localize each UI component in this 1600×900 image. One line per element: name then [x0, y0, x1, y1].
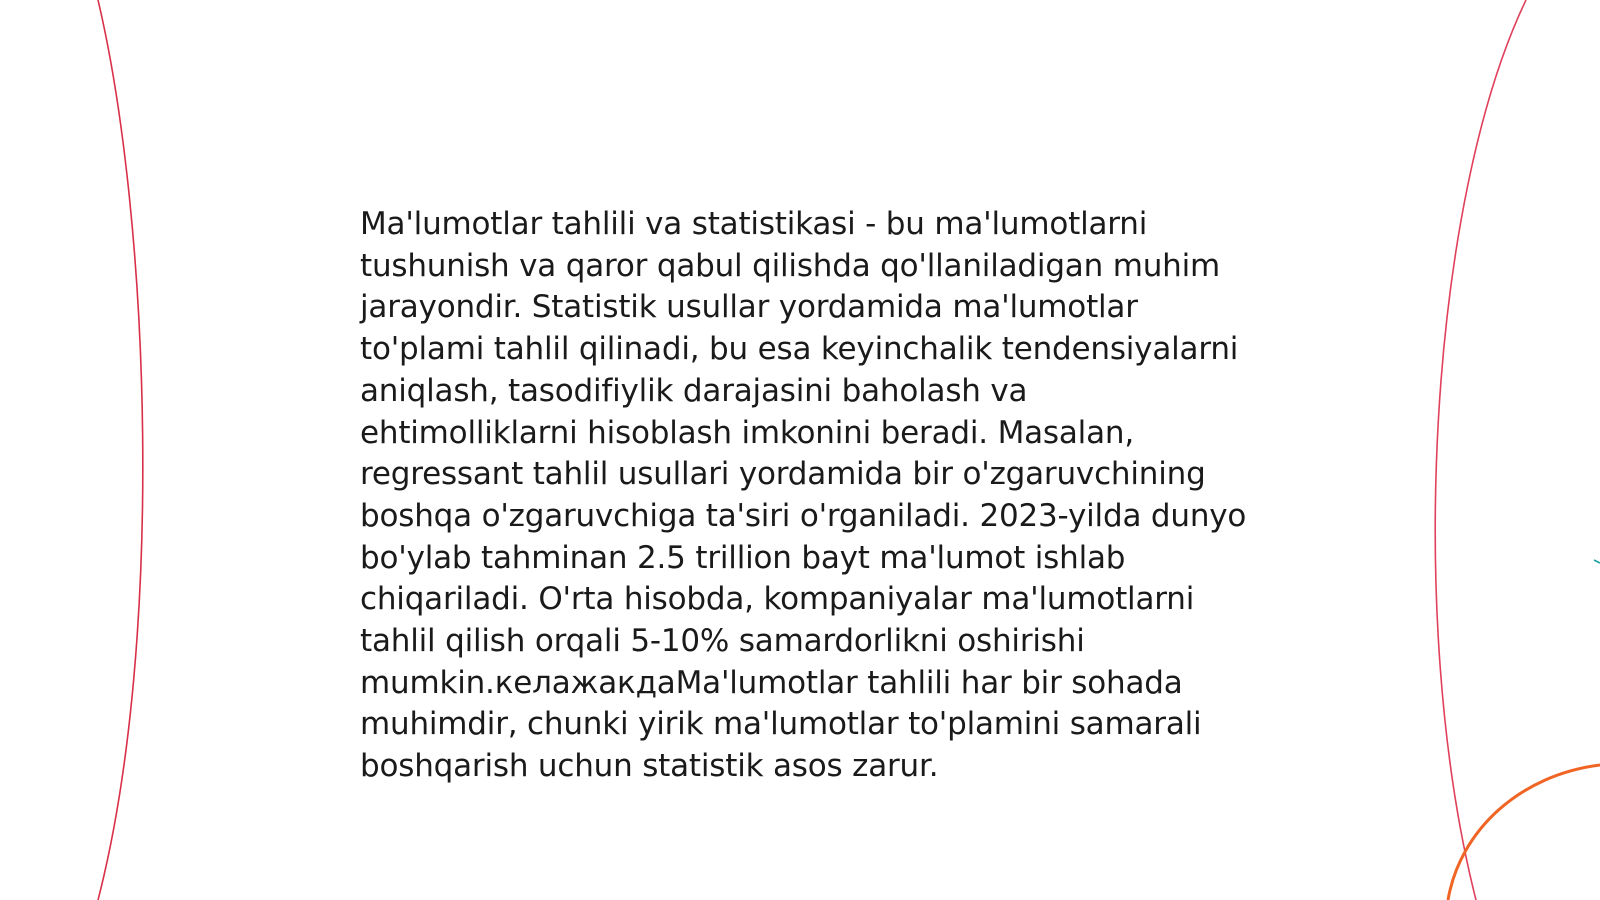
right-curve-line: [1435, 0, 1526, 900]
teal-accent-mark: [1594, 560, 1600, 563]
body-paragraph: Ma'lumotlar tahlili va statistikasi - bu ma'lumotlarni tushunish va qaror qabul qilishda qo'llaniladigan muhim jarayondir. Statistik usullar yordamida ma'lumotlar to'plami tahlil qilinadi, bu esa keyinchalik tendensiyalarni aniqlash, tasodifiylik darajasini baholash va ehtimolliklarni hisoblash imkonini beradi. Masalan, regressant tahlil usullari yordamida bir o'zgaruvchining boshqa o'zgaruvchiga ta'siri o'rganiladi. 2023-yilda dunyo bo'ylab tahminan 2.5 trillion bayt ma'lumot ishlab chiqariladi. O'rta hisobda, kompaniyalar ma'lumotlarni tahlil qilish orqali 5-10% samardorlikni oshirishi mumkin.келажакдаMa'lumotlar tahlili har bir sohada muhimdir, chunki yirik ma'lumotlar to'plamini samarali boshqarish uchun statistik asos zarur.: [360, 206, 1247, 785]
left-curve-line: [98, 0, 143, 900]
